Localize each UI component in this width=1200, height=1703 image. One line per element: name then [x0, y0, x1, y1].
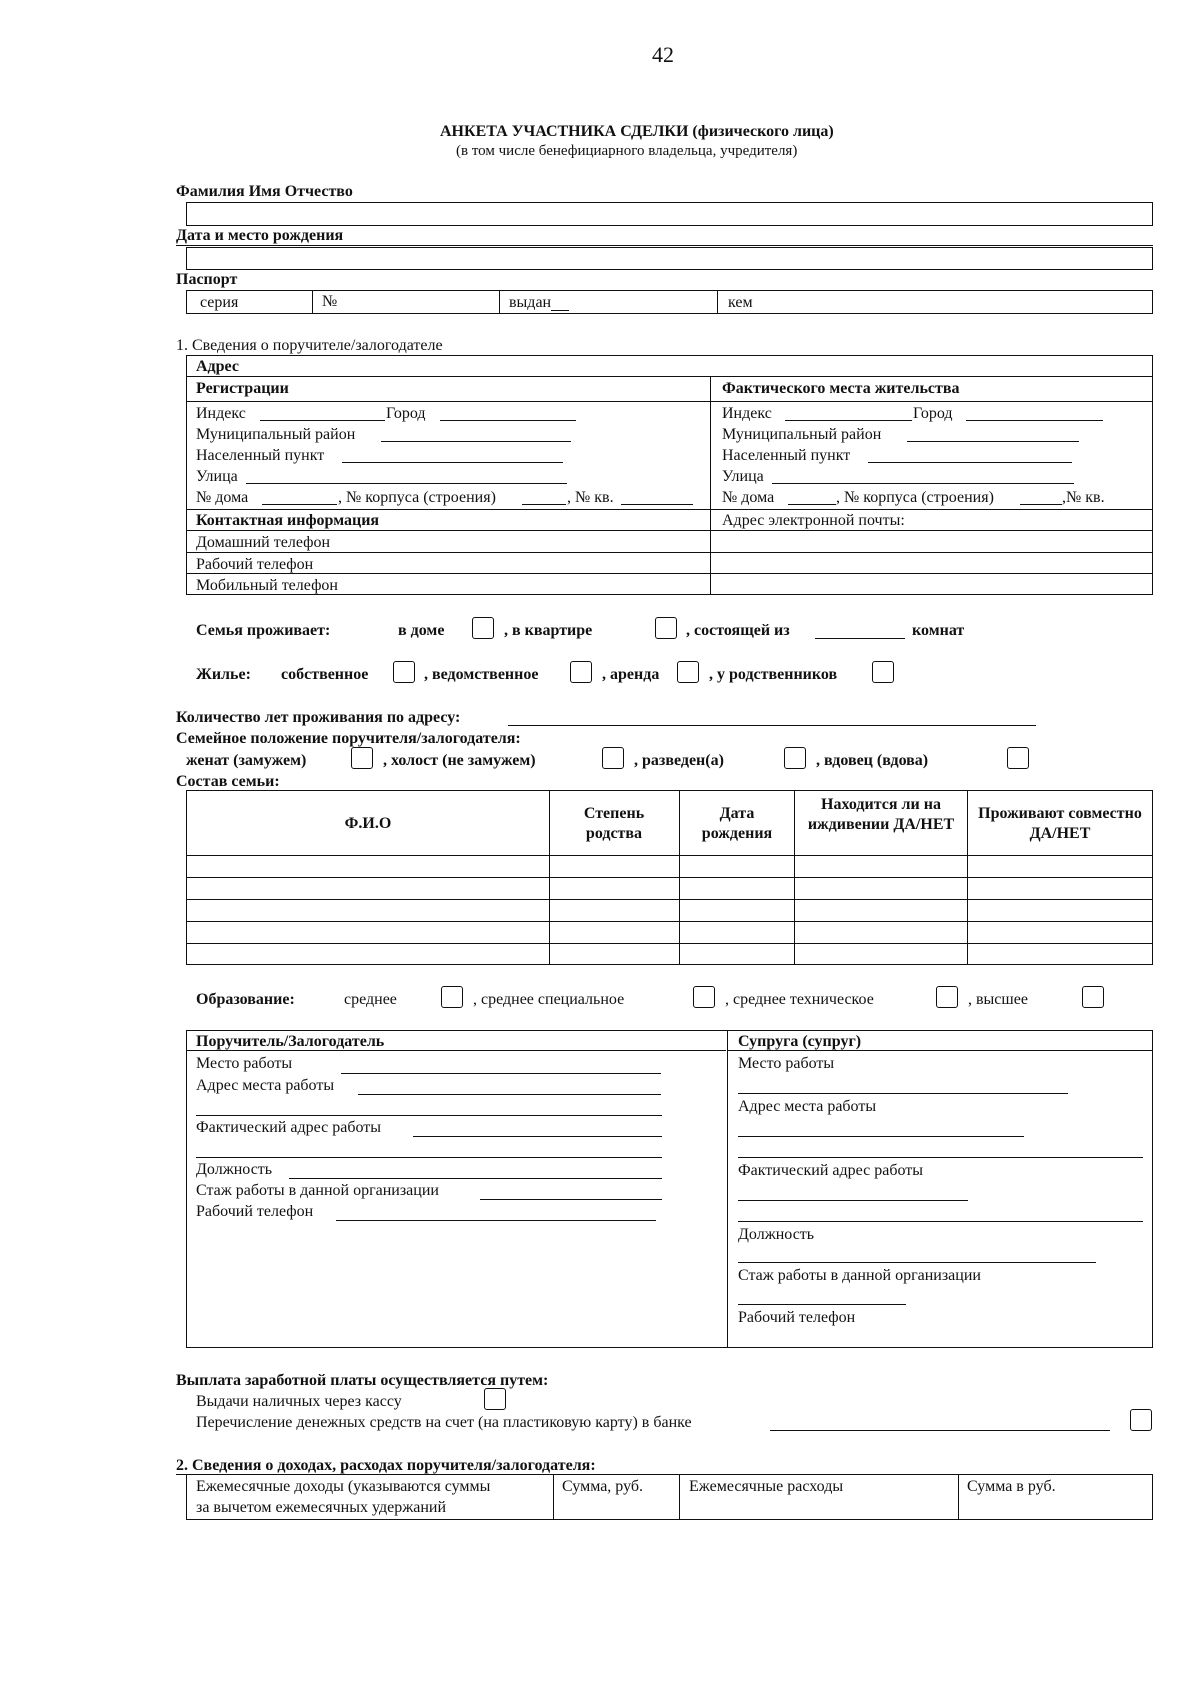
living-house-checkbox[interactable] [472, 617, 494, 639]
act-building-field[interactable] [1020, 504, 1062, 505]
g-work-address-field-2[interactable] [196, 1115, 662, 1116]
passport-by-label: кем [728, 294, 753, 311]
g-work-phone-field[interactable] [336, 1220, 656, 1221]
income-sum-label: Сумма, руб. [562, 1478, 644, 1495]
years-field[interactable] [508, 725, 1036, 726]
education-higher-label: , высшее [968, 991, 1028, 1008]
g-experience-field[interactable] [480, 1199, 662, 1200]
income-label-2: за вычетом ежемесячных удержаний [196, 1499, 447, 1516]
expenses-label: Ежемесячные расходы [689, 1478, 844, 1495]
g-actual-address-field-2[interactable] [196, 1157, 662, 1158]
housing-label: Жилье: [196, 666, 251, 683]
salary-cash-checkbox[interactable] [484, 1388, 506, 1410]
marital-single-checkbox[interactable] [602, 747, 624, 769]
g-work-phone-label: Рабочий телефон [196, 1203, 314, 1220]
marital-widowed-checkbox[interactable] [1007, 747, 1029, 769]
salary-label: Выплата заработной платы осуществляется путем: [176, 1372, 549, 1389]
housing-relatives-checkbox[interactable] [872, 661, 894, 683]
s-experience-field[interactable] [738, 1304, 906, 1305]
guarantor-label: Поручитель/Залогодатель [196, 1033, 385, 1050]
housing-relatives-label: , у родственников [709, 666, 838, 683]
g-actual-address-label: Фактический адрес работы [196, 1119, 382, 1136]
family-col-birthdate: Дата рождения [701, 805, 773, 842]
marital-widowed-label: , вдовец (вдова) [816, 752, 929, 769]
s-actual-address-field[interactable] [738, 1200, 968, 1201]
passport-label: Паспорт [176, 271, 238, 288]
reg-city-label: Город [386, 405, 426, 422]
salary-cash-label: Выдачи наличных через кассу [196, 1393, 402, 1410]
reg-index-label: Индекс [196, 405, 246, 422]
act-district-label: Муниципальный район [722, 426, 882, 443]
years-label: Количество лет проживания по адресу: [176, 709, 461, 726]
address-label: Адрес [196, 358, 239, 375]
g-experience-label: Стаж работы в данной организации [196, 1182, 439, 1199]
education-technical-checkbox[interactable] [936, 986, 958, 1008]
housing-rent-label: , аренда [602, 666, 660, 683]
email-label: Адрес электронной почты: [722, 512, 905, 529]
education-label: Образование: [196, 991, 295, 1008]
birth-label: Дата и место рождения [176, 227, 344, 244]
address-table [186, 355, 1153, 595]
g-work-address-field[interactable] [358, 1094, 661, 1095]
housing-departmental-checkbox[interactable] [570, 661, 592, 683]
act-locality-field[interactable] [868, 462, 1072, 463]
education-technical-label: , среднее техническое [725, 991, 874, 1008]
s-workplace-field[interactable] [738, 1093, 1068, 1094]
family-col-fio: Ф.И.О [344, 815, 392, 832]
g-work-address-label: Адрес места работы [196, 1077, 335, 1094]
reg-building-field[interactable] [522, 504, 566, 505]
housing-own-checkbox[interactable] [393, 661, 415, 683]
s-workplace-label: Место работы [738, 1055, 835, 1072]
reg-locality-label: Населенный пункт [196, 447, 325, 464]
act-city-label: Город [913, 405, 953, 422]
s-position-label: Должность [738, 1226, 815, 1243]
income-label-1: Ежемесячные доходы (указываются суммы [196, 1478, 491, 1495]
work-phone-label: Рабочий телефон [196, 556, 314, 573]
s-actual-address-field-2[interactable] [738, 1221, 1143, 1222]
reg-locality-field[interactable] [342, 462, 563, 463]
living-flat-checkbox[interactable] [655, 617, 677, 639]
education-secondary-checkbox[interactable] [441, 986, 463, 1008]
home-phone-label: Домашний телефон [196, 534, 331, 551]
form-title: АНКЕТА УЧАСТНИКА СДЕЛКИ (физического лица) [440, 123, 834, 140]
family-col-dependent: Находится ли на иждивении ДА/НЕТ [807, 796, 955, 833]
education-special-checkbox[interactable] [693, 986, 715, 1008]
section2-title: 2. Сведения о доходах, расходах поручителя/залогодателя: [176, 1457, 596, 1474]
salary-transfer-checkbox[interactable] [1130, 1409, 1152, 1431]
family-composition-label: Состав семьи: [176, 773, 280, 790]
form-subtitle: (в том числе бенефициарного владельца, учредителя) [456, 143, 798, 159]
reg-index-field[interactable] [260, 420, 385, 421]
act-street-field[interactable] [772, 483, 1074, 484]
rooms-prefix-label: , состоящей из [686, 622, 790, 639]
s-work-address-field[interactable] [738, 1136, 1024, 1137]
spouse-label: Супруга (супруг) [738, 1033, 862, 1050]
s-work-address-field-2[interactable] [738, 1157, 1143, 1158]
g-position-label: Должность [196, 1161, 273, 1178]
family-col-relation: Степень родства [583, 805, 645, 842]
expenses-sum-label: Сумма в руб. [967, 1478, 1056, 1495]
s-actual-address-label: Фактический адрес работы [738, 1162, 924, 1179]
marital-divorced-label: , разведен(а) [634, 752, 724, 769]
housing-own-label: собственное [281, 666, 369, 683]
act-apt-label: ,№ кв. [1062, 489, 1105, 506]
birth-field[interactable] [186, 247, 1153, 270]
reg-apt-label: , № кв. [567, 489, 614, 506]
education-special-label: , среднее специальное [473, 991, 625, 1008]
section1-title: 1. Сведения о поручителе/залогодателе [176, 337, 443, 354]
contact-info-label: Контактная информация [196, 512, 380, 529]
s-work-phone-label: Рабочий телефон [738, 1309, 856, 1326]
passport-number-label: № [322, 293, 338, 310]
marital-married-label: женат (замужем) [186, 752, 307, 769]
act-index-label: Индекс [722, 405, 772, 422]
act-district-field[interactable] [907, 441, 1079, 442]
living-house-label: в доме [398, 622, 445, 639]
rooms-suffix-label: комнат [912, 622, 965, 639]
fio-field[interactable] [186, 202, 1153, 226]
act-locality-label: Населенный пункт [722, 447, 851, 464]
s-work-address-label: Адрес места работы [738, 1098, 877, 1115]
reg-house-field[interactable] [262, 504, 337, 505]
act-city-field[interactable] [966, 420, 1103, 421]
registration-label: Регистрации [196, 380, 289, 397]
reg-street-label: Улица [196, 468, 238, 485]
g-workplace-label: Место работы [196, 1055, 293, 1072]
reg-city-field[interactable] [440, 420, 576, 421]
marital-label: Семейное положение поручителя/залогодателя: [176, 730, 521, 747]
housing-departmental-label: , ведомственное [424, 666, 539, 683]
mobile-phone-label: Мобильный телефон [196, 577, 338, 594]
living-flat-label: , в квартире [504, 622, 593, 639]
act-house-label: № дома [722, 489, 775, 506]
education-secondary-label: среднее [344, 991, 397, 1008]
s-experience-label: Стаж работы в данной организации [738, 1267, 981, 1284]
reg-apt-field[interactable] [621, 504, 693, 505]
rooms-count-field[interactable] [815, 638, 905, 639]
marital-single-label: , холост (не замужем) [383, 752, 536, 769]
act-street-label: Улица [722, 468, 764, 485]
passport-issued-label: выдан [509, 294, 552, 311]
passport-series-label: серия [200, 294, 239, 311]
salary-bank-field[interactable] [770, 1430, 1110, 1431]
marital-divorced-checkbox[interactable] [784, 747, 806, 769]
family-col-cohabit: Проживают совместно ДА/НЕТ [978, 805, 1142, 842]
g-position-field[interactable] [289, 1178, 662, 1179]
reg-building-label: , № корпуса (строения) [338, 489, 496, 506]
act-house-field[interactable] [788, 504, 836, 505]
education-higher-checkbox[interactable] [1082, 986, 1104, 1008]
act-building-label: , № корпуса (строения) [836, 489, 994, 506]
reg-house-label: № дома [196, 489, 249, 506]
s-position-field[interactable] [738, 1262, 1096, 1263]
marital-married-checkbox[interactable] [351, 747, 373, 769]
reg-district-field[interactable] [381, 441, 571, 442]
page-number: 42 [652, 42, 674, 67]
fio-label: Фамилия Имя Отчество [176, 183, 353, 200]
act-index-field[interactable] [785, 420, 912, 421]
g-actual-address-field[interactable] [413, 1136, 662, 1137]
housing-rent-checkbox[interactable] [677, 661, 699, 683]
g-workplace-field[interactable] [341, 1073, 661, 1074]
actual-residence-label: Фактического места жительства [722, 380, 960, 397]
family-living-label: Семья проживает: [196, 622, 331, 639]
reg-street-field[interactable] [246, 483, 567, 484]
reg-district-label: Муниципальный район [196, 426, 356, 443]
salary-transfer-label: Перечисление денежных средств на счет (на пластиковую карту) в банке [196, 1414, 692, 1431]
